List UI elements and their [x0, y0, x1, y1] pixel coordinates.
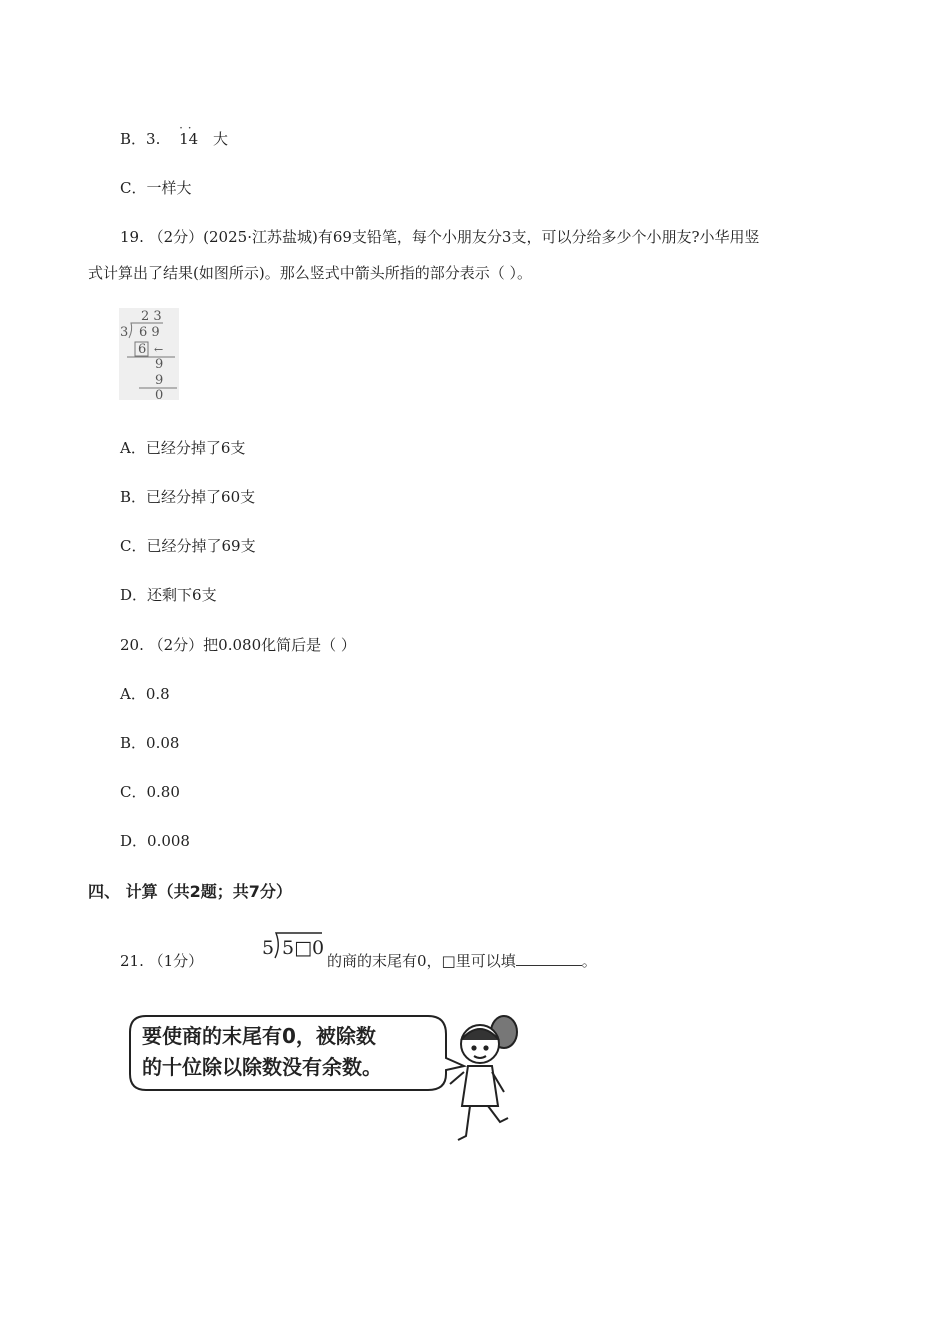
option-b-suffix: 大 [213, 130, 229, 148]
step1-digit: 6 [138, 342, 147, 357]
girl-leg-left [458, 1106, 470, 1140]
question-21-end: 。 [581, 952, 597, 970]
girl-arm-left [450, 1072, 464, 1084]
option-b[interactable] [120, 128, 228, 149]
option-b-prefix: B．3. [120, 130, 161, 148]
question-21-text [327, 950, 597, 971]
question-19-stem-line2: 式计算出了结果(如图所示)。那么竖式中箭头所指的部分表示（ ）。 [88, 264, 532, 282]
girl-figure [450, 1016, 517, 1140]
question-19-stem-line1: 19. （2分）(2025·江苏盐城)有69支铅笔，每个小朋友分3支，可以分给多少个小朋友?小华用竖 [120, 228, 760, 246]
dividend-digits: 6 9 [139, 325, 160, 340]
q19-option-a[interactable]: A．已经分掉了6支 [120, 439, 246, 457]
girl-leg-right [488, 1106, 508, 1122]
hint-illustration-svg [128, 1010, 528, 1150]
remainder-digit: 0 [155, 388, 164, 400]
quotient-digits: 2 3 [141, 309, 162, 324]
option-c[interactable]: C．一样大 [120, 179, 192, 197]
option-b-repeating-digits: · · 14 [179, 130, 198, 148]
q19-option-c[interactable]: C．已经分掉了69支 [120, 537, 256, 555]
q20-option-a[interactable]: A．0.8 [120, 685, 170, 703]
q21-divisor: 5 [262, 937, 275, 959]
q19-option-b[interactable]: B．已经分掉了60支 [120, 488, 256, 506]
long-division-figure [119, 308, 179, 400]
q20-option-c[interactable]: C．0.80 [120, 783, 180, 801]
arrow-indicator: ← [154, 343, 164, 356]
question-20-stem: 20. （2分）把0.080化简后是（ ） [120, 636, 356, 654]
q20-option-b[interactable]: B．0.08 [120, 734, 180, 752]
long-division-svg [119, 308, 179, 400]
divisor-digit: 3 [120, 325, 129, 340]
q20-option-d[interactable]: D．0.008 [120, 832, 190, 850]
section-heading: 四、 计算（共2题；共7分） [88, 882, 292, 901]
q19-option-d[interactable]: D．还剩下6支 [120, 586, 217, 604]
answer-blank[interactable] [516, 951, 582, 966]
speech-line-1: 要使商的末尾有0，被除数 [142, 1024, 376, 1048]
hint-illustration [128, 1010, 528, 1150]
division-expression [262, 928, 324, 970]
division-expression-svg [262, 928, 324, 970]
question-21-number: 21. （1分） [120, 952, 204, 970]
step2-digit: 9 [155, 357, 164, 372]
step3-digit: 9 [155, 373, 164, 388]
speech-line-2: 的十位除以除数没有余数。 [142, 1055, 382, 1079]
question-21-stem: 的商的末尾有0，□里可以填 [327, 952, 516, 970]
q21-dividend: 5□0 [282, 937, 324, 959]
